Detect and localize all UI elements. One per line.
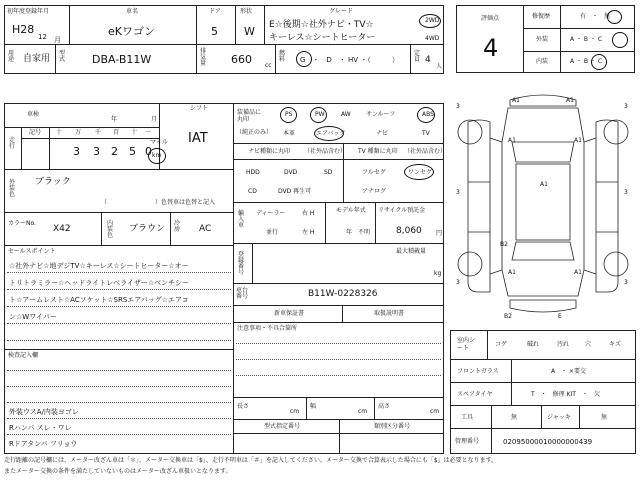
import-dealer: ディーラー xyxy=(256,210,286,217)
color-change-label: （ ）色替車は色替と記入 xyxy=(101,199,216,206)
tools-cell xyxy=(450,405,636,429)
seat-scratch: キズ xyxy=(609,341,621,348)
reg-number-cell xyxy=(233,243,444,284)
length-unit: cm xyxy=(290,408,300,415)
reg-year-cell xyxy=(4,5,70,45)
glass-value: A ・ ×要交 xyxy=(551,368,587,375)
displacement-cell xyxy=(196,44,276,74)
damage-a1-left: A1 xyxy=(508,137,516,144)
footer-line-1: 走行距離の記号欄には、メーター改ざん車は「＊」、メーター交換車は「$」、走行不明車は「＃」を記入してください。メーター交換で合算表示した場合にも「$」は必要となります。 xyxy=(4,457,498,464)
height-unit: cm xyxy=(430,408,440,415)
spare-label: スペアタイヤ xyxy=(457,391,493,398)
tv-oneseg: ワンセグ xyxy=(408,169,433,176)
sales-point-line-2: ト☆アームレスト☆ACソケット☆SRSエアバッグ☆エアコ xyxy=(9,296,189,304)
score-cell xyxy=(456,5,524,73)
recycle-value: 8,060 xyxy=(396,226,422,236)
equipment-title: 装備品に丸印 xyxy=(237,109,262,124)
capacity-unit: 人 xyxy=(436,63,443,70)
km-circle xyxy=(148,148,166,164)
equip-abs-circle xyxy=(417,107,435,123)
mileage-unit-1: 十 xyxy=(56,129,63,136)
model-cell xyxy=(55,44,197,74)
spare-value: T ・ 修理 KIT ・ 欠 xyxy=(531,391,600,398)
reg-era-year: H28 xyxy=(12,23,35,36)
caution-label: 注意事項・不具合箇所 xyxy=(237,325,298,332)
recycle-cell xyxy=(375,202,444,244)
usage-cell xyxy=(4,44,56,74)
exterior-c-circle xyxy=(612,32,628,48)
model-year-label: モデル年式 xyxy=(336,207,366,214)
equipment-title-sub: （純正のみ） xyxy=(236,129,273,136)
equip-ps: PS xyxy=(285,111,293,118)
caution-cell xyxy=(233,322,444,398)
inspector-notes-cell xyxy=(4,349,234,454)
exterior-eval-label: 外装 xyxy=(536,36,549,43)
mileage-unit-0: 記号 xyxy=(29,129,42,136)
equip-sunroof: サンルーフ xyxy=(366,111,396,118)
vin-label: 車台番号 xyxy=(236,287,249,300)
damage-e-rear: E xyxy=(558,313,562,320)
interior-eval-options: A ・ B ・ C xyxy=(570,58,603,65)
door-label: ドア xyxy=(209,8,221,15)
reg-month: 12 xyxy=(38,33,47,41)
seat-cell xyxy=(450,330,636,360)
interior-color: ブラウン xyxy=(129,224,166,234)
navi-dvd: DVD xyxy=(284,169,298,176)
recycle-unit: 円 xyxy=(436,230,443,237)
damage-a1-center: A1 xyxy=(540,181,548,188)
car-diagram xyxy=(450,82,636,326)
type-cert-cell xyxy=(233,419,444,454)
equip-navi: ナビ xyxy=(376,130,389,137)
mileage-digit-1: 3 xyxy=(93,145,100,158)
tv-oneseg-circle xyxy=(404,164,434,180)
shift-cell xyxy=(159,103,234,170)
door-cell xyxy=(196,5,236,45)
mgmt-cell xyxy=(450,428,636,454)
model: DBA-B11W xyxy=(92,53,152,66)
sales-points-title: セールスポイント xyxy=(8,248,56,255)
usage-label: 用途 xyxy=(8,50,15,63)
car-name-label: 車名 xyxy=(126,8,139,15)
navi-title: ナビ種類に丸印 xyxy=(248,148,291,155)
sales-point-line-0: ☆社外ナビ☆地デジTV☆キーレス☆シートヒーター☆オー xyxy=(9,262,189,270)
drive-2wd: 2WD xyxy=(425,17,440,24)
recycle-label: リサイクル預託金 xyxy=(378,207,426,214)
usage: 自家用 xyxy=(23,54,51,64)
damage-b2-rear: B2 xyxy=(504,313,512,320)
vin: B11W-0228326 xyxy=(308,289,378,299)
drive-2wd-circle xyxy=(419,14,441,28)
damage-a1-front-right: A1 xyxy=(566,97,574,104)
fuel-g-circle xyxy=(296,51,312,67)
mgmt-label: 管理番号 xyxy=(455,438,480,445)
interior-eval-cell xyxy=(523,51,635,73)
repair-label: 修復歴 xyxy=(532,13,551,20)
sales-point-line-1: トリトラミラー☆ヘッドライトレベライザー☆ベンチシー xyxy=(9,279,189,287)
sales-point-line-3: ン☆Wワイパー xyxy=(9,313,57,321)
vin-cell xyxy=(233,283,444,306)
tv-fullseg: フルセグ xyxy=(362,169,386,176)
inspection-month-unit: 月 xyxy=(151,116,158,123)
repair-cell xyxy=(523,5,635,29)
exterior-eval-options: A ・ B ・ C xyxy=(570,36,603,43)
seat-hole: 穴 xyxy=(585,341,592,348)
ac-label: 冷房 xyxy=(174,220,181,233)
tv-title: TV 種類に丸印 xyxy=(358,148,398,155)
inspection-cell xyxy=(4,103,160,128)
inspection-label: 車検 xyxy=(27,111,40,118)
scale-mark-2: 3 xyxy=(456,189,460,196)
jack-value: 無 xyxy=(601,414,608,421)
tv-sub: （社外品含む） xyxy=(404,148,447,155)
scale-mark-4: 3 xyxy=(456,279,460,286)
model-label: 型式 xyxy=(59,50,66,63)
mileage-digit-4: 0 xyxy=(145,145,152,158)
grade-line2: キーレス☆シートヒーター xyxy=(269,33,376,43)
mileage-digit-2: 2 xyxy=(111,145,118,158)
repair-options: 有 ・ 無 xyxy=(580,13,611,20)
glass-label: フロントガラス xyxy=(457,368,499,375)
reg-month-unit: 月 xyxy=(54,36,61,44)
inspection-year-unit: 年 xyxy=(111,116,118,123)
mileage-unit-5: 十 xyxy=(131,129,138,136)
mileage-digit-3: 5 xyxy=(129,145,136,158)
tools-label: 工具 xyxy=(461,414,474,421)
mileage-unit-6: 一 xyxy=(145,129,152,136)
equip-leather: 本革 xyxy=(283,130,296,137)
displacement: 660 xyxy=(231,53,252,66)
interior-label: 内装色 xyxy=(107,220,114,239)
displacement-label: 排気量 xyxy=(200,48,207,67)
tv-type-cell xyxy=(343,143,447,203)
car-name: eKワゴン xyxy=(108,25,155,38)
length-label: 長さ xyxy=(237,403,250,410)
equip-abs: ABS xyxy=(422,111,434,118)
mileage-unit-3: 千 xyxy=(95,129,102,136)
reg-year-label: 初年度登録年月 xyxy=(7,8,50,15)
class-label: 類別区分番号 xyxy=(374,423,411,430)
mile-label: マイル xyxy=(150,139,168,146)
mileage-unit-2: 万 xyxy=(75,129,82,136)
grade-cell xyxy=(264,5,444,45)
reg-number-label: 登録番号 xyxy=(238,251,245,276)
shape-label: 形状 xyxy=(240,8,253,15)
mileage-digit-0: 3 xyxy=(73,145,80,158)
inspector-notes-title: 検査記入欄 xyxy=(8,352,39,359)
exterior-color: ブラック xyxy=(35,177,71,187)
mileage-unit-4: 百 xyxy=(113,129,120,136)
import-label: 輸入車 xyxy=(238,210,245,229)
scale-mark-5: 3 xyxy=(624,279,628,286)
shape-cell xyxy=(235,5,265,45)
footer-line-2: またメーター交換の条件を満たしていないものはメーター改ざん車扱いとなります。 xyxy=(4,468,232,475)
scale-mark-0: 3 xyxy=(456,103,460,110)
fuel-cell xyxy=(275,44,411,74)
doors: 5 xyxy=(211,25,218,38)
exterior-eval-cell xyxy=(523,28,635,52)
navi-type-cell xyxy=(233,143,347,203)
grade-line1: E☆後期☆社外ナビ・TV☆ xyxy=(269,20,374,30)
tv-analog: アナログ xyxy=(362,188,387,195)
capacity-label: 定員 xyxy=(414,50,421,63)
damage-a1-rear-left: A1 xyxy=(508,269,516,276)
height-label: 高さ xyxy=(378,403,391,410)
tools-value: 無 xyxy=(511,414,518,421)
equip-tv: TV xyxy=(422,130,430,137)
docs-cell xyxy=(233,305,444,323)
score-label: 評価点 xyxy=(481,15,500,22)
color-code-cell xyxy=(4,212,234,246)
max-load-label: 最大積載量 xyxy=(396,248,427,255)
width-unit: cm xyxy=(358,408,368,415)
model-year-value: 年 不明 xyxy=(346,229,371,236)
displacement-unit: cc xyxy=(265,62,272,69)
equipment-cell xyxy=(233,103,444,144)
fuel-options: G ・ D ・ HV ・（ ） xyxy=(300,56,399,64)
equip-airbag-circle xyxy=(314,126,344,141)
damage-a1-front: A1 xyxy=(512,97,520,104)
equip-pw-circle xyxy=(310,107,327,123)
width-label: 幅 xyxy=(310,403,317,410)
car-diagram-cell xyxy=(450,82,636,326)
seat-scorch: コゲ xyxy=(495,341,508,348)
color-code-label: カラーNo. xyxy=(8,220,36,227)
damage-a1-rear-right: A1 xyxy=(574,269,582,276)
repair-none-circle xyxy=(607,10,622,24)
mgmt-number: 02095000010000000439 xyxy=(503,438,593,446)
import-parallel: 並行 xyxy=(266,229,279,236)
mileage-label: 走行 xyxy=(9,137,16,150)
damage-a1-right: A1 xyxy=(574,137,582,144)
navi-dvd-play: DVD 再生可 xyxy=(278,188,312,195)
mileage-cell xyxy=(4,127,160,170)
seat-label: 室内シート xyxy=(457,337,476,352)
seat-tear: 破れ xyxy=(527,341,540,348)
dimensions-cell xyxy=(233,397,444,420)
new-warranty: 新車保証書 xyxy=(274,310,305,317)
equip-ps-circle xyxy=(280,107,297,123)
shift-label: シフト xyxy=(190,105,209,112)
type-cert-label: 型式指定番号 xyxy=(264,423,301,430)
equip-airbag: エアバック xyxy=(316,130,346,137)
navi-cd: CD xyxy=(248,188,257,195)
manual: 取扱説明書 xyxy=(374,310,405,317)
scale-mark-3: 3 xyxy=(624,189,628,196)
inspector-note-line-0: 外装ウスA/内装ヨゴレ xyxy=(9,408,79,416)
navi-hdd: HDD xyxy=(246,169,260,176)
ac: AC xyxy=(199,224,212,234)
interior-eval-label: 内装 xyxy=(536,58,549,65)
scale-mark-1: 3 xyxy=(624,103,628,110)
grade-label: グレード xyxy=(329,8,354,15)
inspector-note-line-2: Rドアタンパ フリョウ xyxy=(9,440,78,448)
color-code: X42 xyxy=(53,224,71,234)
navi-sd: SD xyxy=(324,169,333,176)
exterior-color-cell xyxy=(4,169,234,213)
equip-pw: PW xyxy=(315,111,325,118)
shape: W xyxy=(244,25,255,38)
damage-b2-rear-left: B2 xyxy=(500,241,508,248)
sales-points-cell xyxy=(4,245,234,350)
glass-cell xyxy=(450,359,636,383)
handle-right: 右 H xyxy=(302,210,315,217)
capacity: 4 xyxy=(425,55,431,65)
fuel-label: 燃料 xyxy=(279,50,286,63)
score: 4 xyxy=(483,34,499,62)
spare-cell xyxy=(450,382,636,406)
drive-4wd: 4WD xyxy=(425,35,440,42)
equip-aw: AW xyxy=(341,111,351,118)
max-load-unit: kg xyxy=(434,270,442,277)
navi-sub: （社外品含む） xyxy=(304,148,347,155)
jack-label: ジャッキ xyxy=(547,414,571,421)
car-name-cell xyxy=(69,5,197,45)
inspector-note-line-1: Rハンパ スレ・ワレ xyxy=(9,424,72,432)
exterior-label: 外装色 xyxy=(9,179,16,198)
shift: IAT xyxy=(188,131,208,146)
seat-stain: 汚れ xyxy=(557,341,570,348)
interior-b-circle xyxy=(591,54,607,70)
capacity-cell xyxy=(410,44,444,74)
handle-left: 左 H xyxy=(302,229,315,236)
km-label: km xyxy=(152,152,162,159)
